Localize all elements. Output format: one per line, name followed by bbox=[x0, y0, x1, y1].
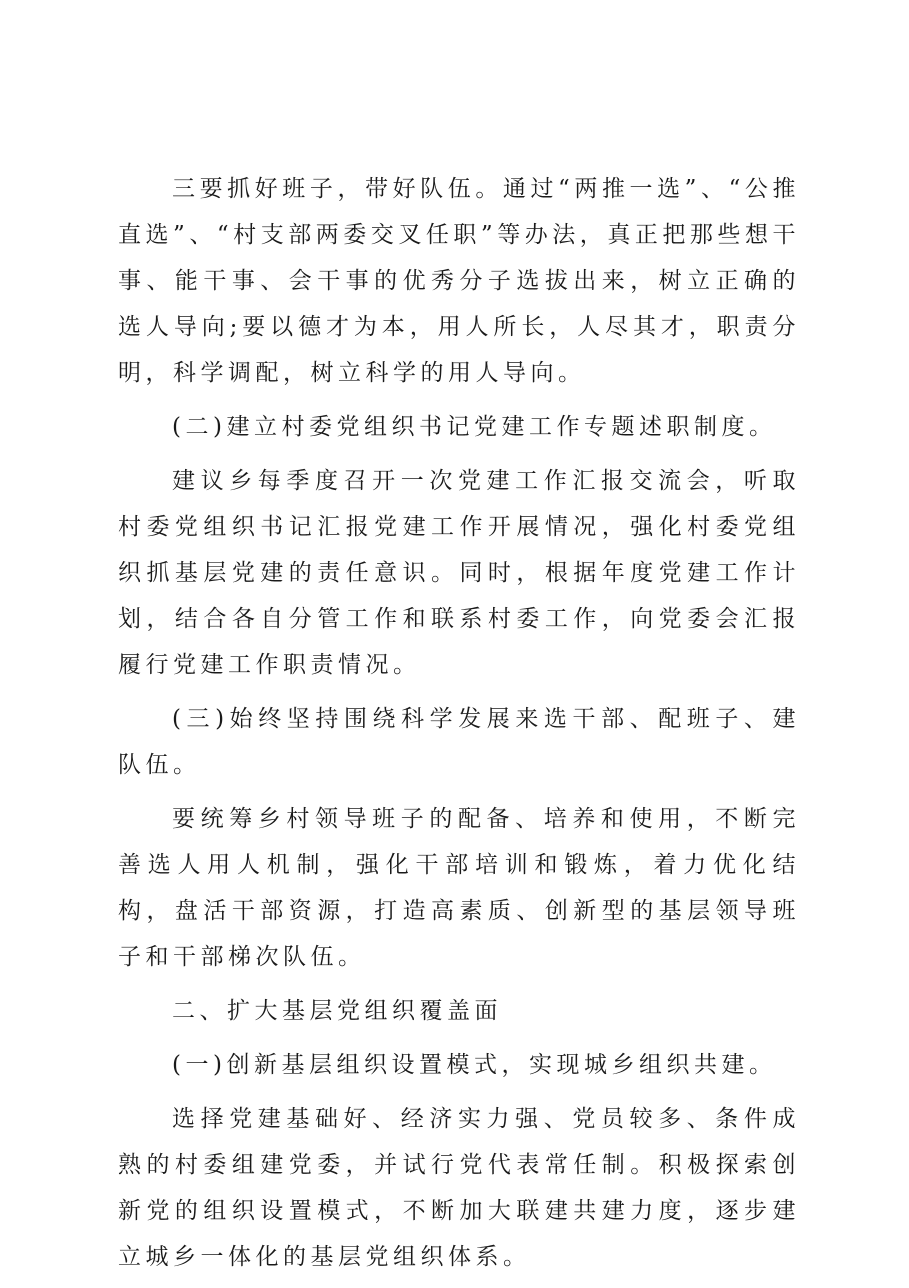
paragraph-leadership-team: 要统筹乡村领导班子的配备、培养和使用，不断完善选人用人机制，强化干部培训和锻炼，着力优化结构，盘活干部资源，打造高素质、创新型的基层领导班子和干部梯次队伍。 bbox=[118, 806, 800, 970]
document-body bbox=[118, 166, 800, 1288]
section-heading-coverage: 二、扩大基层党组织覆盖面 bbox=[172, 998, 502, 1024]
paragraph-report-meeting: 建议乡每季度召开一次党建工作汇报交流会，听取村委党组织书记汇报党建工作开展情况，强化村委党组织抓基层党建的责任意识。同时，根据年度党建工作计划，结合各自分管工作和联系村委工作，向党委会汇报履行党建工作职责情况。 bbox=[118, 468, 800, 678]
subheading-organization-model: (一)创新基层组织设置模式，实现城乡组织共建。 bbox=[172, 1052, 777, 1078]
subheading-cadre-selection: (三)始终坚持围绕科学发展来选干部、配班子、建队伍。 bbox=[118, 706, 800, 778]
subheading-report-system: (二)建立村委党组织书记党建工作专题述职制度。 bbox=[172, 414, 777, 440]
paragraph-team-building: 三要抓好班子，带好队伍。通过“两推一选”、“公推直选”、“村支部两委交叉任职”等办法，真正把那些想干事、能干事、会干事的优秀分子选拔出来，树立正确的选人导向;要以德才为本，用人所长，人尽其才，职责分明，科学调配，树立科学的用人导向。 bbox=[118, 176, 800, 386]
paragraph-party-committee: 选择党建基础好、经济实力强、党员较多、条件成熟的村委组建党委，并试行党代表常任制。积极探索创新党的组织设置模式，不断加大联建共建力度，逐步建立城乡一体化的基层党组织体系。 bbox=[118, 1106, 800, 1270]
